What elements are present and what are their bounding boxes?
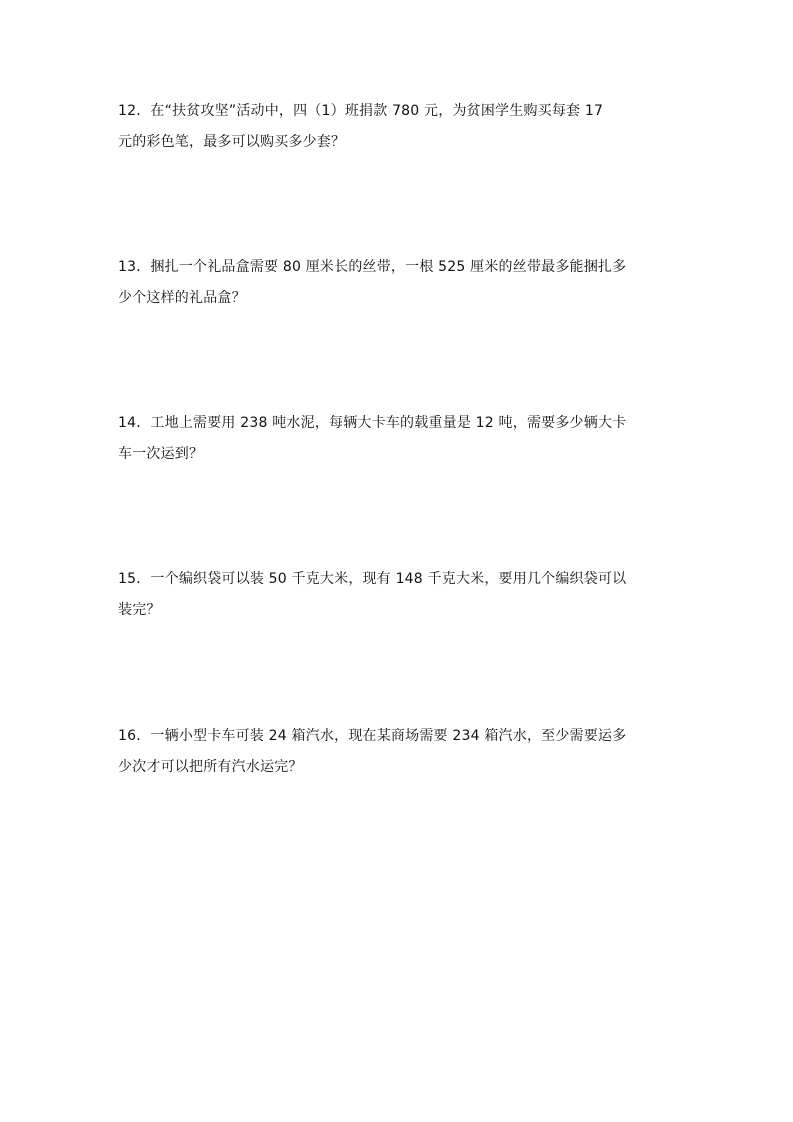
problem-13-line-1: 13．捆扎一个礼品盒需要 80 厘米长的丝带，一根 525 厘米的丝带最多能捆扎多	[118, 259, 627, 275]
problem-12-line-2: 元的彩色笔，最多可以购买多少套？	[118, 134, 346, 150]
problem-14-line-2: 车一次运到？	[118, 446, 204, 462]
problem-12	[118, 96, 678, 158]
problem-12-line-1: 12．在“扶贫攻坚”活动中，四（1）班捐款 780 元，为贫困学生购买每套 17	[118, 103, 604, 119]
problem-15	[118, 564, 678, 626]
problem-14	[118, 408, 678, 470]
problem-14-line-1: 14．工地上需要用 238 吨水泥，每辆大卡车的载重量是 12 吨，需要多少辆大卡	[118, 415, 627, 431]
problem-15-line-1: 15．一个编织袋可以装 50 千克大米，现有 148 千克大米，要用几个编织袋可以	[118, 571, 627, 587]
problem-16-line-1: 16．一辆小型卡车可装 24 箱汽水，现在某商场需要 234 箱汽水，至少需要运多	[118, 728, 627, 744]
problem-15-line-2: 装完？	[118, 602, 161, 618]
problem-16	[118, 721, 678, 783]
problem-13-line-2: 少个这样的礼品盒？	[118, 290, 246, 306]
problem-13	[118, 252, 678, 314]
problem-16-line-2: 少次才可以把所有汽水运完？	[118, 759, 303, 775]
